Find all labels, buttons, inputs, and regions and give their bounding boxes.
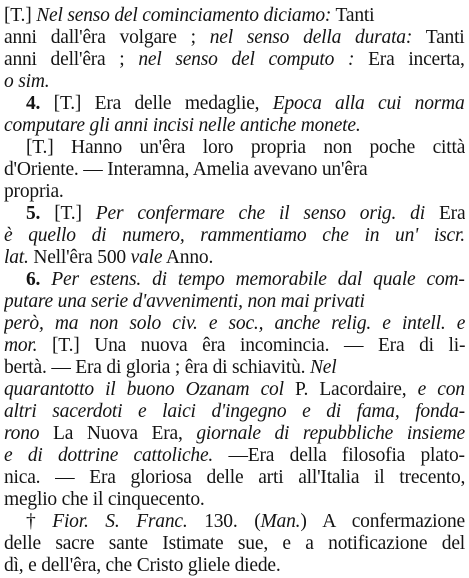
text-line xyxy=(4,26,465,50)
text-line xyxy=(4,334,465,358)
text-line xyxy=(4,488,465,512)
italic-text: Fior. S. Franc. xyxy=(52,511,188,532)
italic-text: mor. xyxy=(4,335,38,356)
text-line xyxy=(4,180,465,204)
text-line xyxy=(4,422,465,446)
text-run: [T.] Era delle medaglie, xyxy=(40,93,273,114)
text-line xyxy=(4,444,465,468)
text-run: delle sacre sante Istimate sue, e a notificazione del xyxy=(4,533,465,554)
italic-text: rono xyxy=(4,423,40,444)
section-number: 4. xyxy=(26,93,41,114)
italic-text: Nel senso del cominciamento diciamo: xyxy=(36,5,332,26)
text-line xyxy=(4,356,465,380)
text-line xyxy=(4,114,465,138)
italic-text: o sim. xyxy=(4,71,50,92)
section-4-line xyxy=(26,92,465,116)
text-line xyxy=(4,70,465,94)
text-run: Nell'êra 500 xyxy=(28,247,131,268)
text-line xyxy=(4,378,465,402)
text-run: ) A confermazione xyxy=(300,511,465,532)
text-run: [T.] xyxy=(4,5,37,26)
italic-text: nel senso del computo : xyxy=(138,49,355,70)
section-6-line xyxy=(26,268,465,292)
text-run: bertà. — Era di gloria ; êra di schiavitù. xyxy=(4,357,310,378)
italic-text: putare una serie d'avvenimenti, non mai privati xyxy=(4,291,365,312)
italic-text: Per estens. di tempo memorabile dal quale com- xyxy=(51,269,465,290)
text-run: P. Lacordaire, xyxy=(283,379,418,400)
text-run: Tanti xyxy=(331,5,375,26)
text-run: anni dell'êra ; xyxy=(4,49,139,70)
text-run: [T.] xyxy=(40,203,96,224)
italic-text: vale xyxy=(130,247,163,268)
italic-text: è quello di numero, rammentiamo che in un' iscr. xyxy=(4,225,465,246)
italic-text: lat. xyxy=(4,247,29,268)
text-run: Anno. xyxy=(162,247,214,268)
text-run: La Nuova Era, xyxy=(39,423,197,444)
text-run: Tanti xyxy=(412,27,465,48)
text-line xyxy=(4,290,465,314)
text-run: Era xyxy=(424,203,465,224)
text-line xyxy=(4,158,465,182)
italic-text: computare gli anni incisi nelle antiche monete. xyxy=(4,115,361,136)
text-run: d'Oriente. — Interamna, Amelia avevano un'êra xyxy=(4,159,368,180)
text-line xyxy=(4,466,465,490)
text-line xyxy=(4,400,465,424)
italic-text: Nel xyxy=(310,357,337,378)
text-line xyxy=(26,136,465,160)
text-line xyxy=(4,224,465,248)
italic-text: Epoca alla cui norma xyxy=(272,93,465,114)
text-line xyxy=(4,532,465,556)
text-run: meglio che il cinquecento. xyxy=(4,489,205,510)
text-run: —Era della filosofia plato- xyxy=(213,445,465,466)
italic-text: e con xyxy=(417,379,465,400)
italic-text: e di dottrine cattoliche. xyxy=(4,445,214,466)
italic-text: quarantotto il buono Ozanam col xyxy=(4,379,284,400)
text-run: [T.] Una nuova êra incomincia. — Era di li- xyxy=(37,335,465,356)
italic-text: giornale di repubbliche insieme xyxy=(196,423,465,444)
text-run: nica. — Era gloriosa delle arti all'Italia il trecento, xyxy=(4,467,465,488)
text-run: † xyxy=(26,511,53,532)
text-run: [T.] Hanno un'êra loro propria non poche città xyxy=(26,137,465,158)
text-run: Era incerta, xyxy=(354,49,465,70)
italic-text: nel senso della durata: xyxy=(209,27,413,48)
citation-line xyxy=(26,510,465,534)
italic-text: però, ma non solo civ. e soc., anche relig. e intell. e xyxy=(4,313,465,334)
section-number: 6. xyxy=(26,269,41,290)
text-line xyxy=(4,554,465,578)
text-line xyxy=(4,246,465,270)
text-run: anni dall'êra volgare ; xyxy=(4,27,210,48)
text-run: 130. ( xyxy=(187,511,261,532)
text-run: dì, e dell'êra, che Cristo gliele diede. xyxy=(4,555,281,576)
italic-text: Man. xyxy=(260,511,301,532)
text-run xyxy=(40,269,51,290)
section-5-line xyxy=(26,202,465,226)
italic-text: Per confermare che il senso orig. di xyxy=(95,203,425,224)
italic-text: altri sacerdoti e laici d'ingegno e di fama, fonda- xyxy=(4,401,465,422)
text-line xyxy=(4,48,465,72)
text-line xyxy=(4,4,465,28)
text-run: propria. xyxy=(4,181,64,202)
text-line xyxy=(4,312,465,336)
section-number: 5. xyxy=(26,203,41,224)
